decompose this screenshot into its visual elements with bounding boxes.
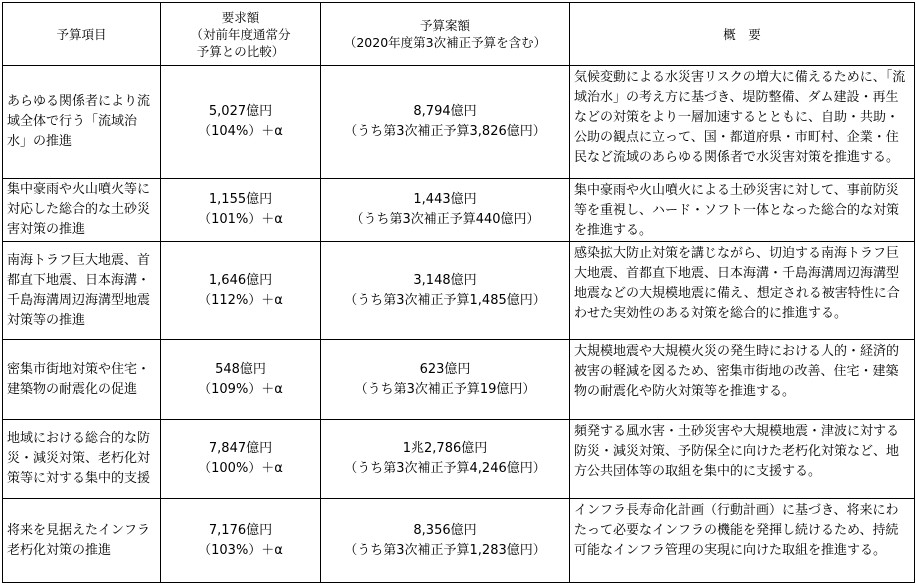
row-request-amount: 7,847億円 (208, 441, 273, 456)
header-summary-label: 概 要 (723, 26, 761, 42)
budget-table (2, 2, 915, 583)
row-budget (321, 242, 570, 340)
row-request (161, 340, 321, 420)
row-item (3, 179, 161, 242)
row-summary (570, 242, 915, 340)
row-item-text: 集中豪雨や火山噴火等に対応した総合的な土砂災害対策の推進 (7, 182, 151, 237)
row-budget-amount: 623億円 (419, 361, 471, 377)
row-item-text: 密集市街地対策や住宅・建築物の耐震化の促進 (7, 361, 151, 397)
row-item (3, 242, 161, 340)
header-request-note-2: 予算との比較） (196, 43, 285, 59)
row-summary (570, 66, 915, 179)
row-budget-supplementary: （うち第3次補正予算19億円） (354, 381, 536, 397)
row-summary (570, 420, 915, 499)
row-request-amount: 7,176億円 (208, 522, 273, 538)
row-request-amount: 1,646億円 (208, 272, 273, 288)
row-summary (570, 499, 915, 583)
row-request-ratio: （104%）＋α (198, 124, 283, 139)
header-row (3, 3, 915, 66)
row-summary-text: 感染拡大防止対策を講じながら、切迫する南海トラフ巨大地震、首都直下地震、日本海溝・千島海溝周辺海溝型地震などの大規模地震に備え、想定される被害特性に合わせた実効性のある対策を総合的に推進する。 (574, 246, 900, 321)
row-summary-text: 頻発する風水害・土砂災害や大規模地震・津波に対する防災・減災対策、予防保全に向けた老朽化対策など、地方公共団体等の取組を集中的に支援する。 (574, 424, 900, 479)
row-request-ratio: （109%）＋α (198, 381, 283, 397)
row-item-text: 南海トラフ巨大地震、首都直下地震、日本海溝・千島海溝周辺海溝型地震対策等の推進 (7, 252, 151, 328)
row-item-text: 地域における総合的な防災・減災対策、老朽化対策等に対する集中的支援 (7, 431, 151, 486)
row-item (3, 66, 161, 179)
row-budget (321, 66, 570, 179)
table-row (3, 499, 915, 583)
header-request (161, 3, 321, 66)
row-budget-amount: 3,148億円 (413, 272, 477, 288)
row-item (3, 420, 161, 499)
row-budget (321, 420, 570, 499)
row-budget-amount: 8,794億円 (413, 104, 477, 119)
table-row (3, 420, 915, 499)
row-request (161, 179, 321, 242)
row-request-amount: 1,155億円 (208, 192, 273, 207)
row-request (161, 242, 321, 340)
row-summary-text: 気候変動による水災害リスクの増大に備えるために、「流域治水」の考え方に基づき、堤防整備、ダム建設・再生などの対策をより一層加速するとともに、自助・共助・公助の観点に立って、国・都道府県・市町村、企業・住民など流域のあらゆる関係者で水災害対策を推進する。 (574, 70, 906, 165)
header-item (3, 3, 161, 66)
row-budget-supplementary: （うち第3次補正予算3,826億円） (344, 124, 546, 139)
table-row (3, 179, 915, 242)
header-budget-note: （2020年度第3次補正予算を含む） (343, 35, 547, 50)
row-budget-supplementary: （うち第3次補正予算1,283億円） (344, 542, 546, 558)
row-request (161, 499, 321, 583)
row-request-ratio: （100%）＋α (198, 461, 283, 476)
row-budget (321, 179, 570, 242)
row-budget-supplementary: （うち第3次補正予算4,246億円） (344, 461, 546, 476)
row-budget-amount: 1兆2,786億円 (402, 441, 488, 456)
table-row (3, 242, 915, 340)
row-item (3, 499, 161, 583)
header-summary (570, 3, 915, 66)
row-request (161, 420, 321, 499)
row-summary (570, 179, 915, 242)
row-request-ratio: （103%）＋α (198, 542, 283, 558)
row-item (3, 340, 161, 420)
row-summary-text: 集中豪雨や火山噴火による土砂災害に対して、事前防災等を重視し、ハード・ソフト一体となった総合的な対策を推進する。 (574, 183, 900, 238)
header-item-label: 予算項目 (56, 26, 107, 42)
row-budget-amount: 1,443億円 (413, 192, 477, 207)
row-budget (321, 499, 570, 583)
row-request-ratio: （112%）＋α (198, 292, 283, 308)
row-budget (321, 340, 570, 420)
row-item-text: あらゆる関係者により流域全体で行う「流域治水」の推進 (7, 94, 151, 149)
header-budget (321, 3, 570, 66)
row-summary-text: 大規模地震や大規模火災の発生時における人的・経済的被害の軽減を図るため、密集市街地の改善、住宅・建築物の耐震化や防火対策等を推進する。 (574, 344, 900, 399)
row-budget-supplementary: （うち第3次補正予算440億円） (350, 212, 540, 227)
header-request-title: 要求額 (221, 9, 260, 25)
table-row (3, 340, 915, 420)
header-request-note-1: （対前年度通常分 (190, 26, 291, 42)
row-summary (570, 340, 915, 420)
row-budget-amount: 8,356億円 (413, 522, 477, 538)
row-request (161, 66, 321, 179)
row-request-amount: 548億円 (215, 361, 266, 377)
table-row (3, 66, 915, 179)
row-request-ratio: （101%）＋α (198, 212, 283, 227)
row-budget-supplementary: （うち第3次補正予算1,485億円） (344, 292, 546, 308)
row-summary-text: インフラ長寿命化計画（行動計画）に基づき、将来にわたって必要なインフラの機能を発揮し続けるため、持続可能なインフラ管理の実現に向けた取組を推進する。 (574, 503, 899, 558)
row-request-amount: 5,027億円 (208, 104, 273, 119)
row-item-text: 将来を見据えたインフラ老朽化対策の推進 (7, 522, 151, 558)
header-budget-title: 予算案額 (419, 18, 470, 33)
